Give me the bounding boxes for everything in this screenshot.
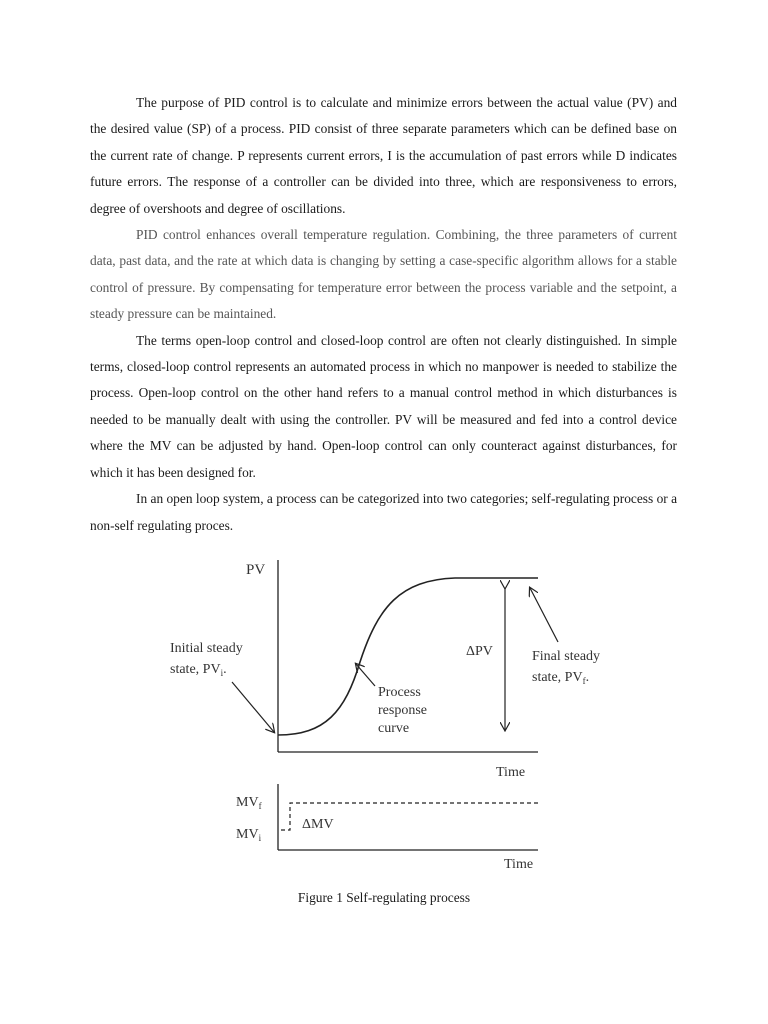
initial-state-label-line2: state, $PV_i$.	[170, 662, 227, 678]
final-state-label-line2: state, $PV_f$.	[532, 670, 590, 686]
pv-axis-label: PV	[246, 562, 266, 578]
paragraph-open-closed-loop: The terms open-loop control and closed-loop control are often not clearly distinguished. In simple terms, closed-loop control represents an automated process in which no manpower is needed to stabilize the process. Open-loop control on the other hand refers to a manual control method in which disturbances is needed to be manually dealt with using the controller. PV will be measured and fed into a control device where the MV can be adjusted by hand. Open-loop control can only counteract against disturbances, for which it has been designed for.	[90, 332, 677, 480]
time-label-bottom: Time	[504, 857, 534, 872]
initial-state-label-line1: Initial steady	[170, 641, 243, 656]
delta-mv-label: ΔMV	[302, 817, 334, 832]
paragraph-pid-purpose: The purpose of PID control is to calculate and minimize errors between the actual value (PV) and the desired value (SP) of a process. PID consist of three separate parameters which can be defined base on the current rate of change. P represents current errors, I is the accumulation of past errors while D indicates future errors. The response of a controller can be divided into three, which are responsiveness to errors, degree of overshoots and degree of oscillations.	[90, 95, 677, 216]
mv-final-label: $MV_f$	[236, 795, 262, 811]
figure-caption: Figure 1 Self-regulating process	[297, 890, 471, 905]
delta-pv-label: ΔPV	[466, 644, 493, 659]
response-label-line3: curve	[378, 721, 410, 736]
self-regulating-figure	[150, 552, 630, 882]
paragraph-pid-enhances: PID control enhances overall temperature regulation. Combining, the three parameters of current data, past data, and the rate at which data is changing by setting a case-specific algorithm allows for a stable control of pressure. By compensating for temperature error between the process variable and the setpoint, a steady pressure can be maintained.	[90, 227, 677, 322]
final-state-label-line1: Final steady	[532, 649, 601, 664]
mv-initial-label: $MV_i$	[236, 827, 262, 843]
initial-state-arrow	[232, 682, 274, 732]
response-label-line1: Process	[378, 685, 421, 700]
response-label-line2: response	[378, 703, 427, 718]
paragraph-open-loop-categories: In an open loop system, a process can be categorized into two categories; self-regulating process or a non-self regulating proces.	[90, 491, 678, 533]
response-curve-arrow	[356, 664, 375, 686]
time-label-top: Time	[496, 765, 526, 780]
final-state-arrow	[530, 588, 558, 642]
document-body	[90, 90, 677, 539]
